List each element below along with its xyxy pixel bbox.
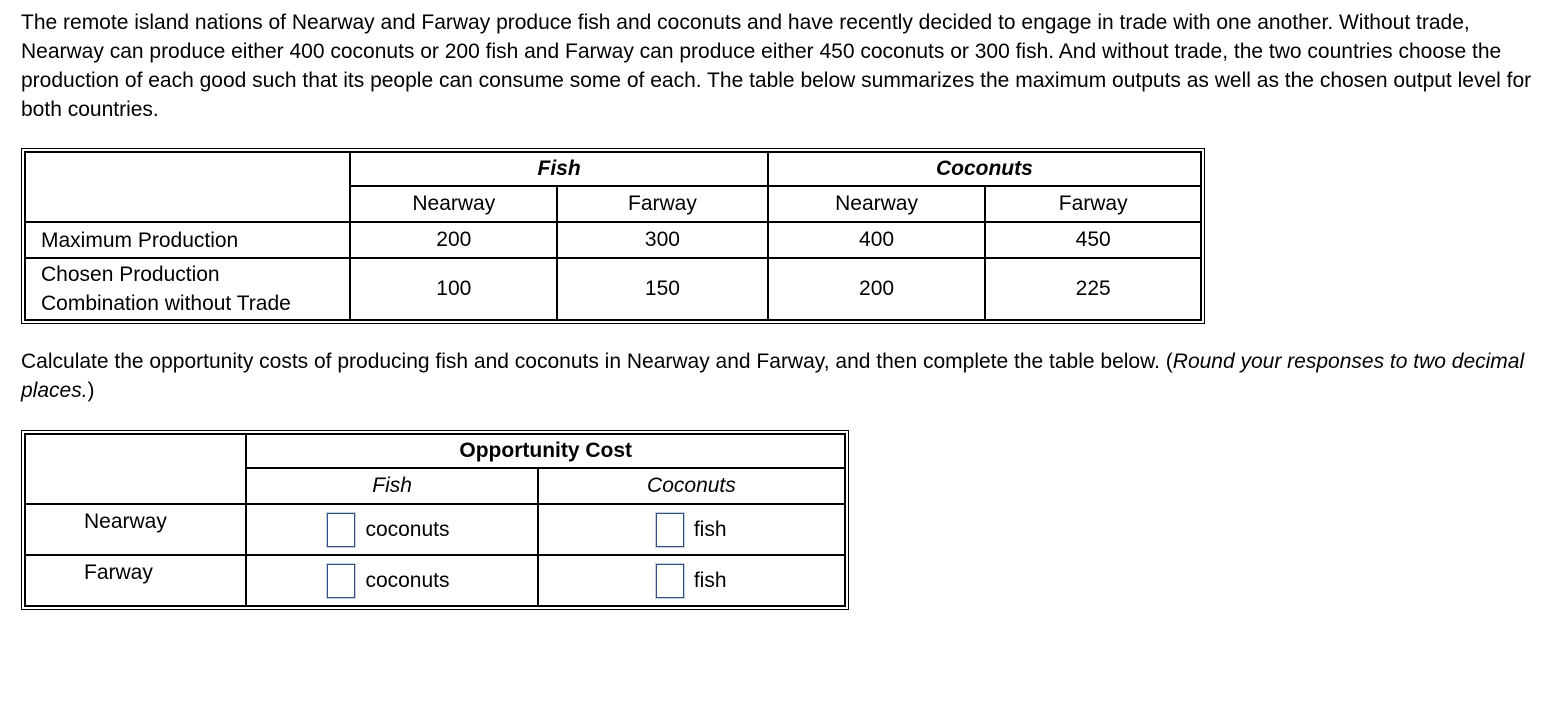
row-label-line: Maximum Production: [41, 228, 239, 252]
table-row: [25, 504, 845, 555]
unit-label: fish: [693, 517, 727, 541]
instructions: [21, 347, 1546, 405]
table-cell: 150: [557, 258, 768, 320]
table-cell: 200: [768, 258, 986, 320]
opportunity-cost-title: Opportunity Cost: [246, 434, 845, 468]
table-row: [25, 222, 1201, 258]
instruction-end: ): [87, 379, 95, 402]
blank-header-cell: [25, 152, 350, 222]
nearway-coconut-cost-input[interactable]: [656, 513, 684, 547]
problem-intro: The remote island nations of Nearway and Farway produce fish and coconuts and have recently decided to engage in trade with one another. Without trade, Nearway can produce either 400 coconuts or 200 fish and Farway can produce either 450 coconuts or 300 fish. And without trade, the two countries choose the production of each good such that its people can consume some of each. The table below summarizes the maximum outputs as well as the chosen output level for both countries.: [21, 11, 1532, 121]
col-header-coconuts-farway: Farway: [985, 186, 1201, 222]
unit-label: fish: [693, 568, 727, 592]
col-header-fish-farway: Farway: [557, 186, 768, 222]
table-cell: 300: [557, 222, 768, 258]
row-label-maximum-production: [25, 222, 350, 258]
col-header-fish-nearway: Nearway: [350, 186, 557, 222]
table-cell: 225: [985, 258, 1201, 320]
nearway-fish-cost-input[interactable]: [327, 513, 355, 547]
farway-coconut-cost-input[interactable]: [656, 564, 684, 598]
table-cell: 100: [350, 258, 557, 320]
row-label-farway: Farway: [25, 555, 246, 606]
row-label-line: Chosen Production: [41, 263, 220, 286]
table-row: [25, 555, 845, 606]
group-header-coconuts: Coconuts: [768, 152, 1201, 186]
col-header-coconuts: Coconuts: [538, 468, 845, 504]
row-label-nearway: Nearway: [25, 504, 246, 555]
col-header-fish: Fish: [246, 468, 537, 504]
row-label-chosen-production: [25, 258, 350, 320]
group-header-fish: Fish: [350, 152, 767, 186]
instruction-text: Calculate the opportunity costs of producing fish and coconuts in Nearway and Farway, and then complete the table below. (: [21, 350, 1173, 373]
farway-fish-cost-input[interactable]: [327, 564, 355, 598]
table-cell: 400: [768, 222, 986, 258]
opportunity-cost-table: [24, 433, 846, 607]
row-label-line: Combination without Trade: [41, 292, 291, 315]
table-cell: [538, 504, 845, 555]
table-cell: 200: [350, 222, 557, 258]
instruction-rounding-note: Round your responses to two decimal places.: [21, 350, 1525, 402]
blank-header-cell: [25, 434, 246, 504]
table-cell: [246, 504, 537, 555]
col-header-coconuts-nearway: Nearway: [768, 186, 986, 222]
unit-label: coconuts: [365, 517, 450, 541]
unit-label: coconuts: [365, 568, 450, 592]
production-table: [24, 151, 1202, 321]
table-cell: [246, 555, 537, 606]
table-cell: 450: [985, 222, 1201, 258]
table-row: [25, 258, 1201, 320]
table-cell: [538, 555, 845, 606]
